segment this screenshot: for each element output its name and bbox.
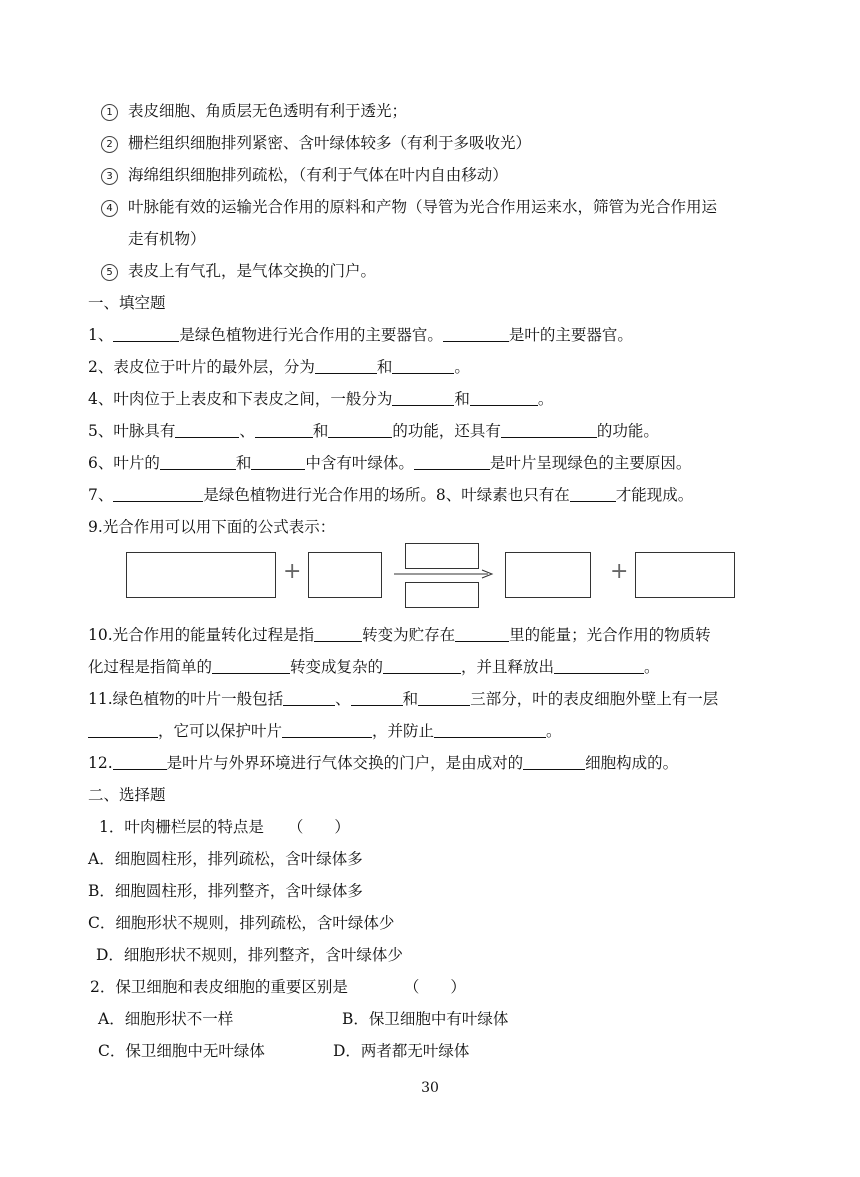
choice-option[interactable]: D．两者都无叶绿体 [333, 1042, 470, 1060]
circle-number: 2 [101, 136, 118, 153]
formula-product-box-1[interactable] [505, 552, 591, 598]
answer-blank[interactable] [383, 658, 461, 674]
q-text: ，并防止 [372, 722, 435, 740]
answer-parentheses[interactable]: （ ） [403, 978, 466, 996]
q-text: 中含有叶绿体。 [305, 454, 414, 472]
q-text: 。 [537, 390, 554, 408]
q-text: 4、叶肉位于上表皮和下表皮之间，一般分为 [88, 390, 393, 408]
q-text: 转变成复杂的 [290, 658, 384, 676]
answer-blank[interactable] [160, 454, 236, 470]
q-text: 是叶片与外界环境进行气体交换的门户，是由成对的 [166, 754, 524, 772]
formula-condition-box-bottom[interactable] [405, 582, 479, 608]
q-text: 7、 [88, 486, 114, 504]
reaction-arrow-icon [392, 567, 496, 581]
choice-option[interactable]: A．细胞形状不一样 [98, 1010, 234, 1028]
answer-blank[interactable] [554, 658, 644, 674]
point-text: 表皮细胞、角质层无色透明有利于透光； [128, 102, 408, 120]
answer-blank[interactable] [113, 486, 203, 502]
q-text: 是绿色植物进行光合作用的场所。8、叶绿素也只有在 [203, 486, 570, 504]
q-text: 、 [335, 690, 351, 708]
answer-blank[interactable] [315, 358, 377, 374]
answer-blank[interactable] [470, 390, 538, 406]
answer-blank[interactable] [434, 722, 546, 738]
answer-blank[interactable] [328, 422, 392, 438]
answer-blank[interactable] [414, 454, 490, 470]
plus-sign: + [610, 559, 629, 584]
fill-q6 [88, 453, 691, 473]
point-text: 叶脉能有效的运输光合作用的原料和产物（导管为光合作用运来水，筛管为光合作用运 [128, 198, 718, 216]
section-title-fill: 一、填空题 [88, 294, 166, 312]
q-text: 转变为贮存在 [362, 626, 456, 644]
fill-q1 [88, 325, 633, 345]
answer-blank[interactable] [392, 390, 454, 406]
point-2 [101, 133, 531, 153]
choice-option[interactable]: B．保卫细胞中有叶绿体 [342, 1010, 509, 1028]
answer-blank[interactable] [443, 326, 509, 342]
fill-q5 [88, 421, 659, 441]
circle-number: 3 [101, 168, 118, 185]
answer-blank[interactable] [351, 690, 403, 706]
answer-blank[interactable] [175, 422, 239, 438]
answer-blank[interactable] [212, 658, 290, 674]
q-text: 三部分，叶的表皮细胞外壁上有一层 [470, 690, 719, 708]
q-text: 。 [454, 358, 470, 376]
q-text: 。 [546, 722, 562, 740]
q-text: 里的能量；光合作用的物质转 [509, 626, 711, 644]
answer-blank[interactable] [251, 454, 305, 470]
answer-blank[interactable] [88, 722, 158, 738]
choice-option[interactable]: C．细胞形状不规则，排列疏松，含叶绿体少 [88, 914, 395, 932]
fill-q10-continued [88, 657, 660, 677]
answer-parentheses[interactable]: （ ） [287, 818, 350, 836]
formula-product-box-2[interactable] [635, 552, 735, 598]
page-number: 30 [421, 1080, 439, 1096]
q-text: 11.绿色植物的叶片一般包括 [88, 690, 284, 708]
answer-blank[interactable] [255, 422, 313, 438]
point-5 [101, 261, 376, 281]
formula-reactant-box-1[interactable] [126, 552, 276, 598]
q-text: 和 [454, 390, 470, 408]
answer-blank[interactable] [570, 486, 616, 502]
q-text: 和 [376, 358, 393, 376]
q-text: 5、叶脉具有 [88, 422, 176, 440]
q-text: 1、 [88, 326, 114, 344]
fill-q2 [88, 357, 470, 377]
choice-option[interactable]: D．细胞形状不规则，排列整齐，含叶绿体少 [96, 946, 403, 964]
section-title-choice: 二、选择题 [88, 786, 166, 804]
answer-blank[interactable] [392, 358, 454, 374]
point-4-continued: 走有机物） [128, 230, 206, 248]
q-text: 化过程是指简单的 [88, 658, 213, 676]
choice-option[interactable]: A．细胞圆柱形，排列疏松，含叶绿体多 [88, 850, 363, 868]
fill-q11-continued [88, 721, 562, 741]
choice-q2 [90, 977, 466, 997]
circle-number: 4 [101, 200, 118, 217]
answer-blank[interactable] [523, 754, 585, 770]
answer-blank[interactable] [113, 326, 179, 342]
point-3 [101, 165, 508, 185]
answer-blank[interactable] [455, 626, 509, 642]
fill-q4 [88, 389, 553, 409]
point-4 [101, 197, 717, 217]
fill-q9: 9.光合作用可以用下面的公式表示： [88, 518, 336, 536]
formula-condition-box-top[interactable] [405, 543, 479, 569]
choice-q1 [99, 817, 350, 837]
answer-blank[interactable] [282, 722, 372, 738]
circle-number: 5 [101, 264, 118, 281]
fill-q12 [88, 753, 678, 773]
q-text: 2．保卫细胞和表皮细胞的重要区别是 [90, 978, 348, 996]
answer-blank[interactable] [501, 422, 597, 438]
fill-q7-q8 [88, 485, 693, 505]
q-text: 是绿色植物进行光合作用的主要器官。 [179, 326, 443, 344]
answer-blank[interactable] [314, 626, 362, 642]
q-text: 才能现成。 [615, 486, 694, 504]
answer-blank[interactable] [113, 754, 167, 770]
circle-number: 1 [101, 104, 118, 121]
answer-blank[interactable] [418, 690, 470, 706]
formula-reactant-box-2[interactable] [308, 552, 382, 598]
q-text: 的功能。 [596, 422, 659, 440]
point-1 [101, 101, 407, 121]
q-text: 。 [644, 658, 660, 676]
choice-option[interactable]: C．保卫细胞中无叶绿体 [98, 1042, 265, 1060]
point-text: 海绵组织细胞排列疏松，（有利于气体在叶内自由移动） [128, 166, 508, 184]
q-text: ，它可以保护叶片 [158, 722, 283, 740]
plus-sign: + [283, 559, 302, 584]
q-text: 是叶的主要器官。 [508, 326, 633, 344]
answer-blank[interactable] [283, 690, 335, 706]
q-text: 是叶片呈现绿色的主要原因。 [489, 454, 692, 472]
q-text: 和 [312, 422, 329, 440]
q-text: 12. [88, 754, 113, 772]
point-text: 表皮上有气孔，是气体交换的门户。 [128, 262, 377, 280]
fill-q11 [88, 689, 718, 709]
q-text: 1．叶肉栅栏层的特点是 [99, 818, 264, 836]
q-text: 、 [239, 422, 255, 440]
q-text: 10.光合作用的能量转化过程是指 [88, 626, 315, 644]
q-text: 的功能，还具有 [392, 422, 501, 440]
q-text: 6、叶片的 [88, 454, 160, 472]
point-text: 栅栏组织细胞排列紧密、含叶绿体较多（有利于多吸收光） [128, 134, 532, 152]
q-text: 2、表皮位于叶片的最外层，分为 [88, 358, 315, 376]
q-text: 和 [402, 690, 419, 708]
q-text: 细胞构成的。 [585, 754, 679, 772]
q-text: 和 [235, 454, 252, 472]
fill-q10 [88, 625, 711, 645]
q-text: ，并且释放出 [461, 658, 555, 676]
choice-option[interactable]: B．细胞圆柱形，排列整齐，含叶绿体多 [88, 882, 363, 900]
